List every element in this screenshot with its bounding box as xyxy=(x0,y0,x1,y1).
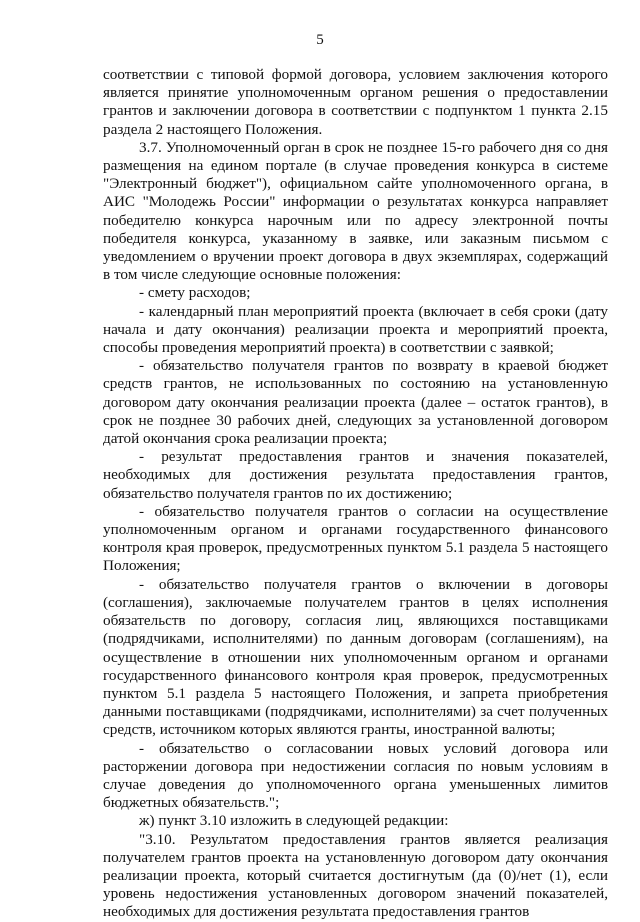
paragraph-amendment: ж) пункт 3.10 изложить в следующей редакции: xyxy=(139,812,449,830)
page-number: 5 xyxy=(316,32,324,48)
document-body xyxy=(103,66,608,922)
list-item-refund-obligation: - обязательство получателя грантов по возврату в краевой бюджет средств грантов, не использованных по состоянию на установленную договором дату окончания реализации проекта (далее – остаток грантов), в срок не позднее 30 рабочих дней, следующих за установленной договором датой окончания срока реализации проекта; xyxy=(103,357,608,448)
list-item-inspection-consent: - обязательство получателя грантов о согласии на осуществление уполномоченным органом и органами государственного финансового контроля края проверок, предусмотренных пунктом 5.1 раздела 5 настоящего Положения; xyxy=(103,502,608,575)
list-item-contract-inclusion: - обязательство получателя грантов о включении в договоры (соглашения), заключаемые получателем грантов в целях исполнения обязательств по договору, согласия лиц, являющихся поставщиками (подрядчиками, исполнителями) по данным договорам (соглашениям), на осуществление в отношении них уполномоченным органом и органами государственного финансового контроля края проверок, предусмотренных пунктом 5.1 раздела 5 настоящего Положения, и запрета приобретения данными поставщиками (подрядчиками, исполнителями) за счет полученных средств, источником которых являются гранты, иностранной валюты; xyxy=(103,575,608,739)
list-item-budget: - смету расходов; xyxy=(139,284,251,302)
list-item-result: - результат предоставления грантов и значения показателей, необходимых для достижения результата предоставления грантов, обязательство получателя грантов по их достижению; xyxy=(103,448,608,502)
paragraph-continuation: соответствии с типовой формой договора, условием заключения которого является принятие уполномоченным органом решения о предоставлении грантов и заключении договора в соответствии с подпунктом 1 пункта 2.15 раздела 2 настоящего Положения. xyxy=(103,66,608,138)
list-item-new-terms: - обязательство о согласовании новых условий договора или расторжении договора при недостижении согласия по новым условиям в случае доведения до уполномоченного органа уменьшенных лимитов бюджетных обязательств."; xyxy=(103,739,608,812)
paragraph-clause-3-10: "3.10. Результатом предоставления грантов является реализация получателем грантов проекта на установленную договором дату окончания реализации проекта, который считается достигнутым (да (0)/нет (1), если уровень недостижения установленных договором значений показателей, необходимых для достижения результата предоставления грантов xyxy=(103,830,608,921)
list-item-calendar-plan: - календарный план мероприятий проекта (включает в себя сроки (дату начала и дату окончания) реализации проекта и мероприятий проекта, способы проведения мероприятий проекта) в соответствии с заявкой; xyxy=(103,302,608,357)
paragraph-clause-3-7: 3.7. Уполномоченный орган в срок не позднее 15-го рабочего дня со дня размещения на едином портале (в случае проведения конкурса в системе "Электронный бюджет"), официальном сайте уполномоченного органа, в АИС "Молодежь России" информации о результатах конкурса направляет победителю конкурса нарочным или по адресу электронной почты победителя конкурса, указанному в заявке, или заказным письмом с уведомлением о вручении проект договора в двух экземплярах, содержащий в том числе следующие основные положения: xyxy=(103,138,608,284)
